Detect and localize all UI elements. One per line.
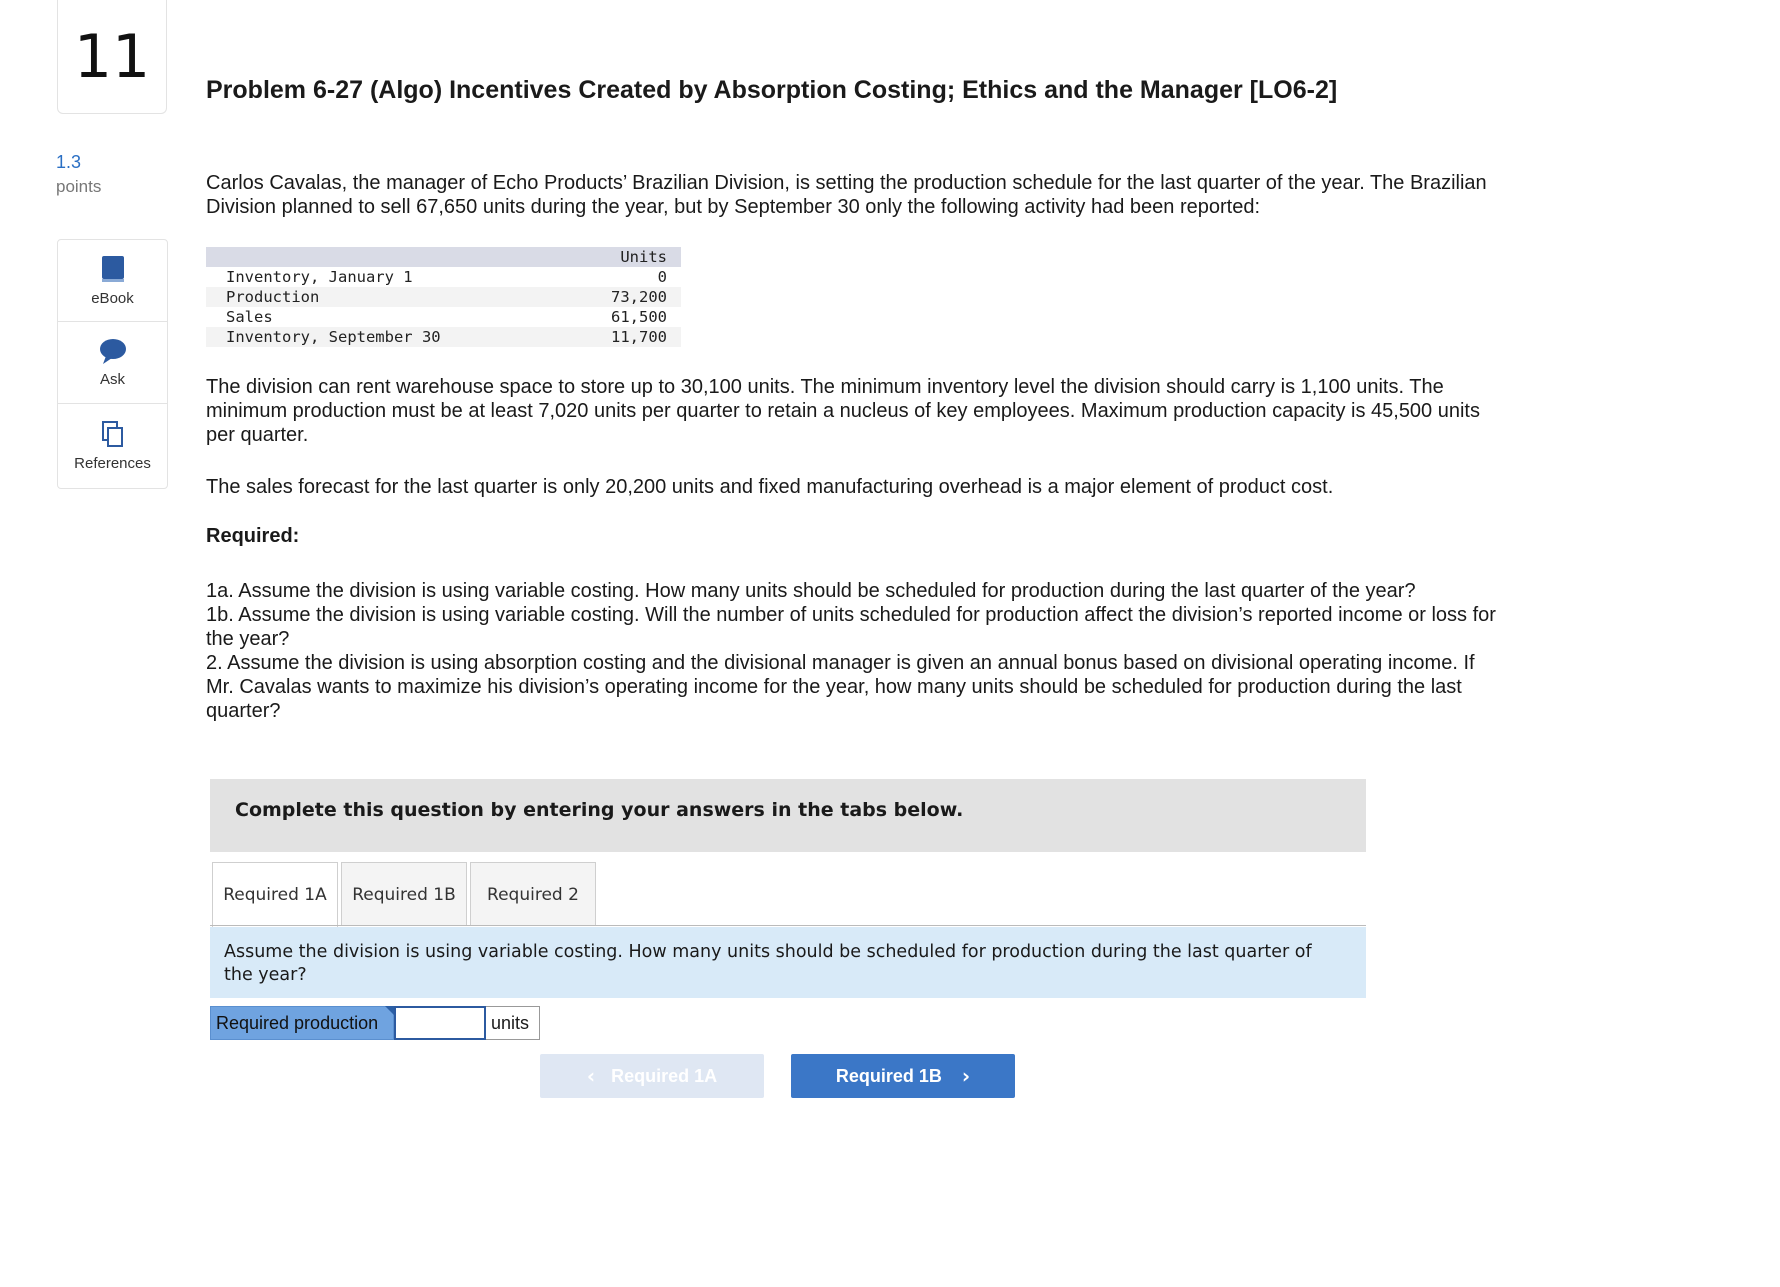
references-label: References	[74, 454, 151, 472]
problem-title: Problem 6-27 (Algo) Incentives Created by Absorption Costing; Ethics and the Manager [LO6-2]	[206, 76, 1338, 104]
units-label: units	[486, 1006, 540, 1040]
tab-required-2[interactable]: Required 2	[470, 862, 596, 926]
row-label: Inventory, January 1	[226, 268, 413, 286]
table-header-blank	[206, 247, 572, 267]
question-number: 11	[57, 0, 167, 114]
requirement-1b: 1b. Assume the division is using variable costing. Will the number of units scheduled for production affect the division’s reported income or loss for the year?	[206, 604, 1496, 650]
ask-button[interactable]	[58, 322, 167, 404]
row-value: 61,500	[611, 308, 667, 326]
prev-button-label: Required 1A	[611, 1065, 718, 1086]
ask-label: Ask	[99, 371, 125, 388]
required-heading: Required:	[206, 525, 300, 547]
requirement-2: 2. Assume the division is using absorption costing and the divisional manager is given an annual bonus based on divisional operating income. If Mr. Cavalas wants to maximize his division’s operating income for the year, how many units should be scheduled for production during the last quarter?	[206, 652, 1475, 722]
speech-bubble-icon	[98, 337, 128, 365]
prev-button[interactable]	[540, 1054, 764, 1098]
table-header-units: Units	[572, 247, 681, 267]
row-label: Sales	[226, 308, 273, 326]
next-button[interactable]	[791, 1054, 1015, 1098]
row-value: 73,200	[572, 287, 681, 307]
ebook-label: eBook	[91, 290, 134, 307]
answer-tabs	[212, 862, 599, 926]
problem-forecast: The sales forecast for the last quarter is only 20,200 units and fixed manufacturing overhead is a major element of product cost.	[206, 476, 1334, 498]
tool-panel	[57, 239, 168, 489]
problem-constraints: The division can rent warehouse space to store up to 30,100 units. The minimum inventory level the division should carry is 1,100 units. The minimum production must be at least 7,020 units per quarter to retain a nucleus of key employees. Maximum production capacity is 45,500 units per quarter.	[206, 376, 1480, 446]
instruction-banner: Complete this question by entering your answers in the tabs below.	[210, 779, 1366, 852]
table-row	[206, 327, 681, 347]
requirements-list	[206, 579, 1506, 723]
required-production-label: Required production	[210, 1006, 394, 1040]
answer-row	[210, 1006, 540, 1040]
next-button-label: Required 1B	[835, 1065, 942, 1086]
activity-table	[206, 247, 681, 347]
problem-intro: Carlos Cavalas, the manager of Echo Products’ Brazilian Division, is setting the production schedule for the last quarter of the year. The Brazilian Division planned to sell 67,650 units during the year, but by September 30 only the following activity had been reported:	[206, 172, 1487, 218]
required-production-input[interactable]	[394, 1006, 486, 1040]
row-label: Inventory, September 30	[206, 327, 572, 347]
chevron-right-icon: ›	[961, 1064, 971, 1088]
row-value: 11,700	[572, 327, 681, 347]
tab-required-1b[interactable]: Required 1B	[341, 862, 467, 926]
copy-pages-icon	[100, 419, 126, 449]
references-button[interactable]	[58, 404, 167, 486]
ebook-button[interactable]	[58, 240, 167, 322]
tab-required-1a[interactable]: Required 1A	[212, 862, 338, 927]
tab-question: Assume the division is using variable costing. How many units should be scheduled for production during the last quarter of the year?	[210, 927, 1366, 998]
table-row	[206, 287, 681, 307]
points-label: points	[56, 177, 102, 196]
table-row	[206, 267, 681, 287]
points-value: 1.3	[56, 152, 82, 172]
row-value: 0	[657, 268, 667, 286]
book-icon	[100, 254, 126, 284]
tab-divider	[210, 925, 1366, 926]
row-label: Production	[206, 287, 572, 307]
requirement-1a: 1a. Assume the division is using variable costing. How many units should be scheduled for production during the last quarter of the year?	[206, 580, 1416, 602]
chevron-left-icon: ‹	[586, 1064, 596, 1088]
table-row	[206, 307, 681, 327]
